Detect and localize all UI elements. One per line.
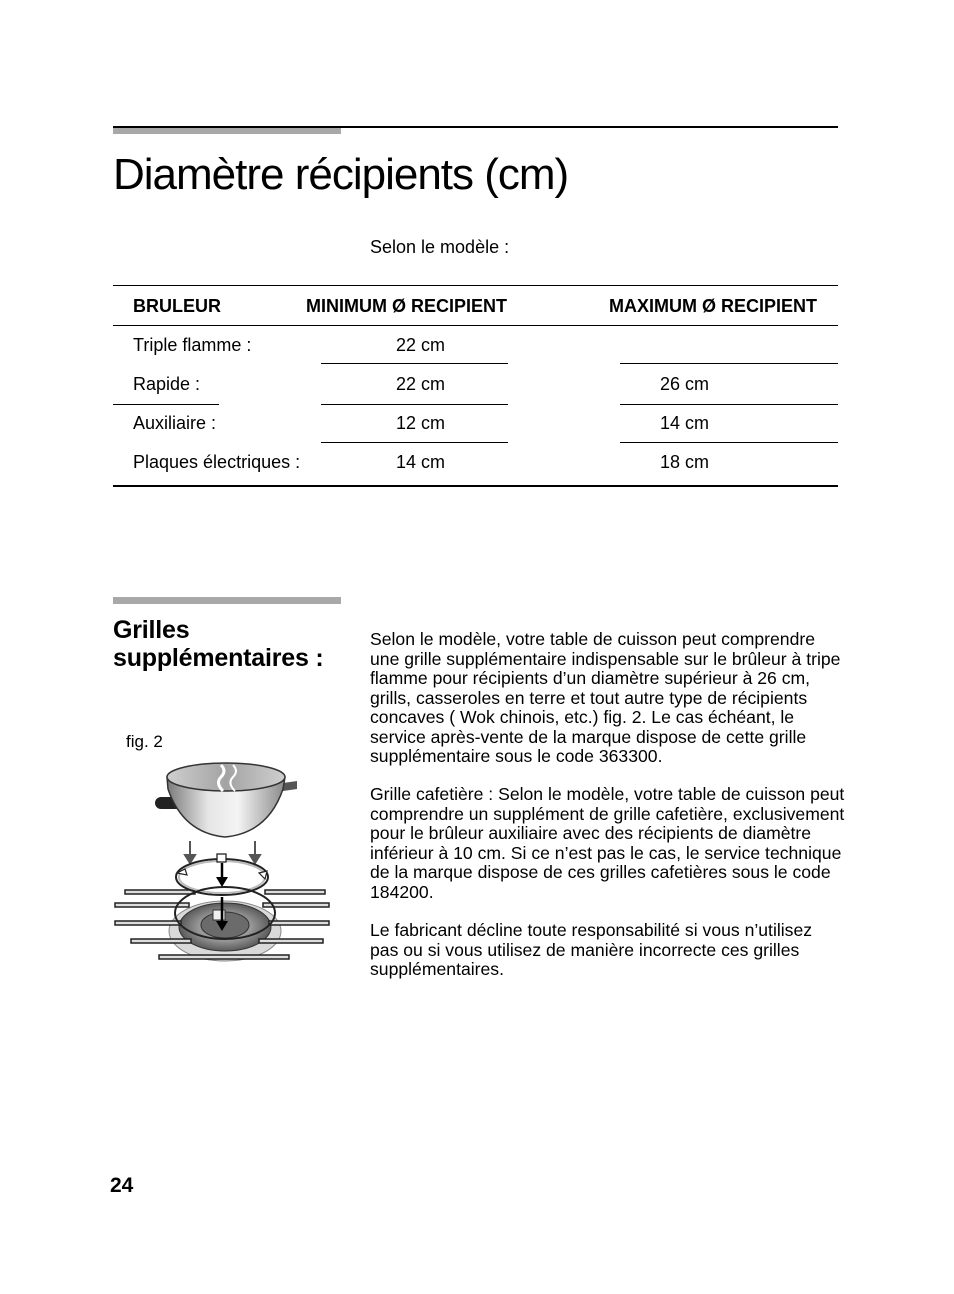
table-row-2-burner: Rapide : [133,374,201,394]
table-row-1-burner: Triple flamme : [133,335,252,355]
header-maximum: MAXIMUM Ø RECIPIENT [609,296,818,316]
table-row-2-min: 22 cm [396,374,446,394]
row-3-rule-min [321,442,508,443]
table-row-3-burner: Auxiliaire : [133,413,217,433]
section-heading [113,616,324,672]
title-rule [113,126,838,128]
section-gray-bar [113,597,341,604]
table-row-3-max: 14 cm [660,413,710,433]
row-2-rule-burner [113,404,219,405]
paragraph-2: Grille cafetière : Selon le modèle, votre table de cuisson peut comprendre un supplément de grille cafetière, exclusivement pour le brûleur auxiliaire avec des récipients de diamètre inférieur à 10 cm. Si ce n’est pas le cas, le service technique de la marque dispose de ces grilles cafetières sous le code 184200. [370,784,845,902]
table-row-1-min: 22 cm [396,335,446,355]
table-row-4-max: 18 cm [660,452,710,472]
table-row-4-burner: Plaques électriques : [133,452,301,472]
row-2-rule-max [620,404,838,405]
table-row-2-max: 26 cm [660,374,710,394]
section-heading-line1: Grilles [113,616,190,644]
wok-grid-illustration [113,755,338,980]
row-1-rule-max [620,363,838,364]
header-minimum: MINIMUM Ø RECIPIENT [306,296,507,316]
figure-caption: fig. 2 [126,732,163,751]
section-heading-line2: supplémentaires : [113,644,324,672]
table-bottom-rule [113,485,838,487]
paragraph-1: Selon le modèle, votre table de cuisson peut comprendre une grille supplémentaire indispensable sur le brûleur à tripe flamme pour récipients d’un diamètre supérieur à 26 cm, grills, casseroles en terre et tout autre type de récipients concaves ( Wok chinois, etc.) fig. 2. Le cas échéant, le service après-vente de la marque dispose de cette grille supplémentaire sous le code 363300. [370,629,841,766]
header-rule [113,325,838,326]
page-number: 24 [110,1174,134,1197]
paragraph-3: Le fabricant décline toute responsabilité si vous n’utilisez pas ou si vous utilisez de manière incorrecte ces grilles supplémentaires. [370,920,813,979]
row-1-rule-min [321,363,508,364]
table-top-rule [113,285,838,286]
table-row-4-min: 14 cm [396,452,446,472]
page-title: Diamètre récipients (cm) [113,150,569,199]
title-gray-bar [113,127,341,134]
row-3-rule-max [620,442,838,443]
intro-text: Selon le modèle : [370,237,510,257]
row-2-rule-min [321,404,508,405]
table-row-3-min: 12 cm [396,413,446,433]
header-bruleur: BRULEUR [133,296,221,316]
